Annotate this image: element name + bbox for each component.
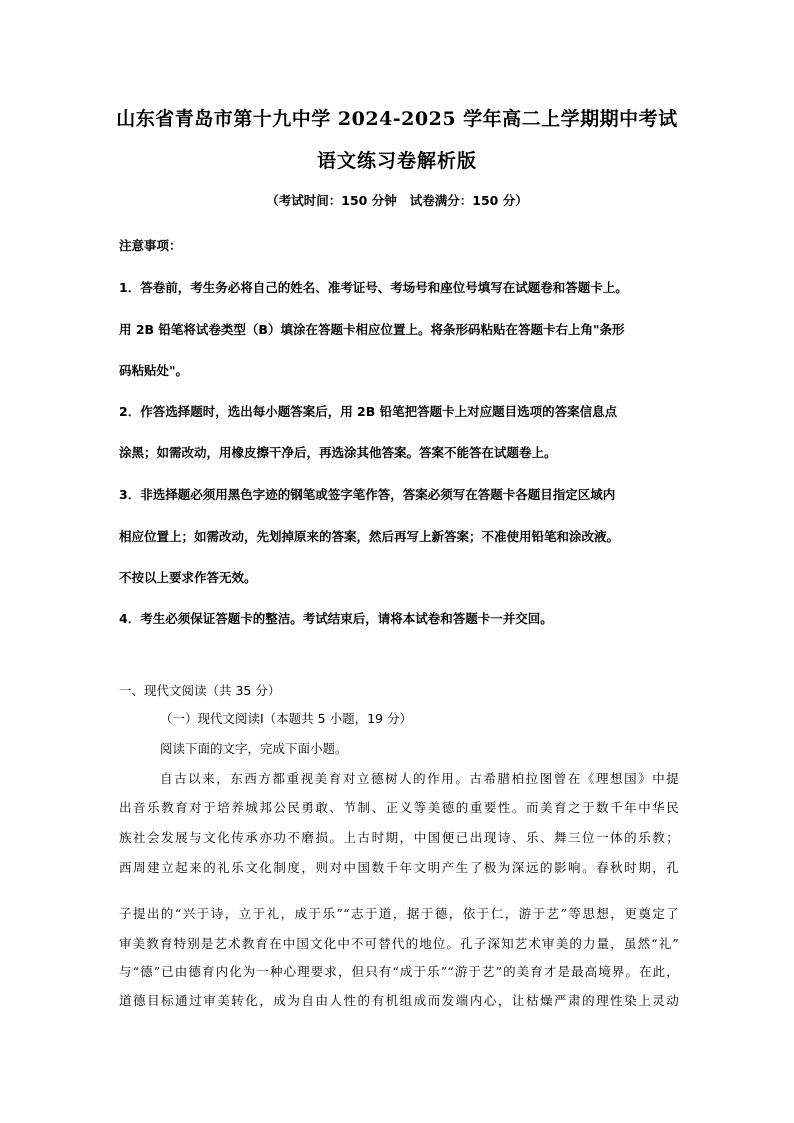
notice-line: 涂黑；如需改动，用橡皮擦干净后，再选涂其他答案。答案不能答在试题卷上。 — [119, 445, 557, 460]
notice-line: 用 2B 铅笔将试卷类型（B）填涂在答题卡相应位置上。将条形码粘贴在答题卡右上角"条形 — [119, 322, 625, 337]
exam-info: （考试时间：150 分钟 试卷满分：150 分） — [266, 193, 528, 208]
passage-line: 出音乐教育对于培养城邦公民勇敢、节制、正义等美德的重要性。而美育之于数千年中华民 — [119, 800, 679, 815]
notice-line: 3．非选择题必须用黑色字迹的钢笔或签字笔作答，答案必须写在答题卡各题目指定区域内 — [119, 487, 616, 502]
document-subtitle: 语文练习卷解析版 — [316, 150, 477, 172]
notice-line: 相应位置上；如需改动，先划掉原来的答案，然后再写上新答案；不准使用铅笔和涂改液。 — [119, 529, 620, 544]
passage-line: 族社会发展与文化传承亦功不磨损。上古时期，中国便已出现诗、乐、舞三位一体的乐教； — [119, 830, 679, 845]
notice-line: 不按以上要求作答无效。 — [119, 570, 257, 585]
notice-line: 码粘贴处"。 — [119, 363, 189, 378]
notice-line: 2．作答选择题时，选出每小题答案后，用 2B 铅笔把答题卡上对应题目选项的答案信息点 — [119, 404, 618, 419]
notice-heading: 注意事项： — [119, 238, 182, 253]
notice-line: 4．考生必须保证答题卡的整洁。考试结束后，请将本试卷和答题卡一并交回。 — [119, 611, 553, 626]
section-heading: 一、现代文阅读（共 35 分） — [119, 683, 281, 698]
document-title: 山东省青岛市第十九中学 2024-2025 学年高二上学期期中考试 — [116, 108, 678, 130]
section-subheading: （一）现代文阅读Ⅰ（本题共 5 小题，19 分） — [160, 711, 412, 726]
passage-line: 与“德”已由德育内化为一种心理要求，但只有“成于乐”“游于艺”的美育才是最高境界。在此， — [119, 964, 679, 979]
reading-instruction: 阅读下面的文字，完成下面小题。 — [160, 741, 348, 756]
notice-line: 1．答卷前，考生务必将自己的姓名、准考证号、考场号和座位号填写在试题卷和答题卡上。 — [119, 280, 628, 295]
passage-line: 审美教育特别是艺术教育在中国文化中不可替代的地位。孔子深知艺术审美的力量，虽然“礼” — [119, 936, 679, 951]
passage-line: 西周建立起来的礼乐文化制度，则对中国数千年文明产生了极为深远的影响。春秋时期，孔 — [119, 860, 679, 875]
passage-line: 自古以来，东西方都重视美育对立德树人的作用。古希腊柏拉图曾在《理想国》中提 — [160, 771, 679, 786]
passage-line: 子提出的“兴于诗，立于礼，成于乐”“志于道，据于德，依于仁，游于艺”等思想，更奠定了 — [119, 906, 679, 921]
passage-line: 道德目标通过审美转化，成为自由人性的有机组成而发端内心，让枯燥严肃的理性染上灵动 — [119, 993, 679, 1008]
